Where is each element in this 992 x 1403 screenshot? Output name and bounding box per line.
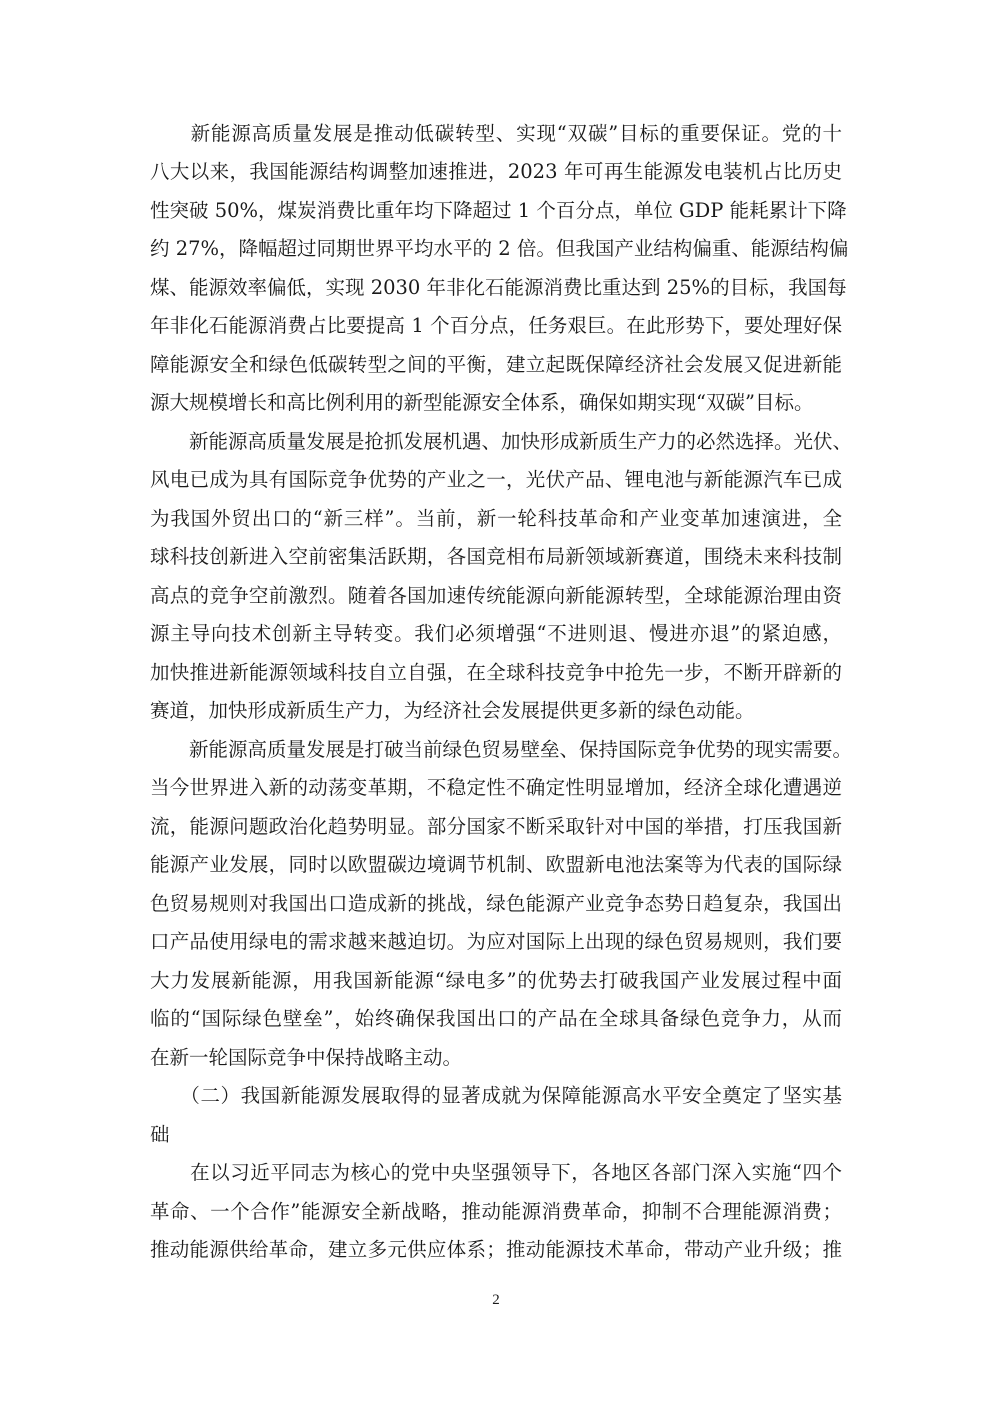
line-06: 年非化石能源消费占比要提高 1 个百分点，任务艰巨。在此形势下，要处理好保: [150, 314, 842, 337]
line-05: 煤、能源效率偏低，实现 2030 年非化石能源消费比重达到 25%的目标，我国每: [150, 276, 847, 299]
line-09: 新能源高质量发展是抢抓发展机遇、加快形成新质生产力的必然选择。光伏、: [150, 430, 853, 453]
line-20: 能源产业发展，同时以欧盟碳边境调节机制、欧盟新电池法案等为代表的国际绿: [150, 853, 842, 876]
line-08: 源大规模增长和高比例利用的新型能源安全体系，确保如期实现“双碳”目标。: [150, 391, 814, 414]
line-02: 八大以来，我国能源结构调整加速推进，2023 年可再生能源发电装机占比历史: [150, 160, 842, 183]
line-18: 当今世界进入新的动荡变革期，不稳定性不确定性明显增加，经济全球化遭遇逆: [150, 776, 842, 799]
line-21: 色贸易规则对我国出口造成新的挑战，绿色能源产业竞争态势日趋复杂，我国出: [150, 892, 842, 915]
line-16: 赛道，加快形成新质生产力，为经济社会发展提供更多新的绿色动能。: [150, 699, 755, 722]
line-14: 源主导向技术创新主导转变。我们必须增强“不进则退、慢进亦退”的紧迫感，: [150, 622, 842, 645]
line-03: 性突破 50%，煤炭消费比重年均下降超过 1 个百分点，单位 GDP 能耗累计下降: [150, 199, 847, 222]
line-25: 在新一轮国际竞争中保持战略主动。: [150, 1046, 463, 1069]
line-15: 加快推进新能源领域科技自立自强，在全球科技竞争中抢先一步，不断开辟新的: [150, 661, 842, 684]
line-11: 为我国外贸出口的“新三样”。当前，新一轮科技革命和产业变革加速演进，全: [150, 507, 842, 530]
page-number: 2: [492, 1292, 500, 1308]
line-23: 大力发展新能源，用我国新能源“绿电多”的优势去打破我国产业发展过程中面: [150, 969, 842, 992]
line-22: 口产品使用绿电的需求越来越迫切。为应对国际上出现的绿色贸易规则，我们要: [150, 930, 842, 953]
line-12: 球科技创新进入空前密集活跃期，各国竞相布局新领域新赛道，围绕未来科技制: [150, 545, 842, 568]
line-17: 新能源高质量发展是打破当前绿色贸易壁垒、保持国际竞争优势的现实需要。: [150, 738, 853, 761]
line-28: 在以习近平同志为核心的党中央坚强领导下，各地区各部门深入实施“四个: [150, 1161, 842, 1184]
line-19: 流，能源问题政治化趋势明显。部分国家不断采取针对中国的举措，打压我国新: [150, 815, 842, 838]
line-24: 临的“国际绿色壁垒”，始终确保我国出口的产品在全球具备绿色竞争力，从而: [150, 1007, 842, 1030]
line-10: 风电已成为具有国际竞争优势的产业之一，光伏产品、锂电池与新能源汽车已成: [150, 468, 842, 491]
line-29: 革命、一个合作”能源安全新战略，推动能源消费革命，抑制不合理能源消费；: [150, 1200, 842, 1223]
section-heading-line-1: （二）我国新能源发展取得的显著成就为保障能源高水平安全奠定了坚实基: [150, 1084, 842, 1107]
line-07: 障能源安全和绿色低碳转型之间的平衡，建立起既保障经济社会发展又促进新能: [150, 353, 842, 376]
section-heading-line-2: 础: [150, 1123, 170, 1146]
line-13: 高点的竞争空前激烈。随着各国加速传统能源向新能源转型，全球能源治理由资: [150, 584, 842, 607]
line-30: 推动能源供给革命，建立多元供应体系；推动能源技术革命，带动产业升级；推: [150, 1238, 842, 1261]
line-01: 新能源高质量发展是推动低碳转型、实现“双碳”目标的重要保证。党的十: [150, 122, 842, 145]
line-04: 约 27%，降幅超过同期世界平均水平的 2 倍。但我国产业结构偏重、能源结构偏: [150, 237, 849, 260]
